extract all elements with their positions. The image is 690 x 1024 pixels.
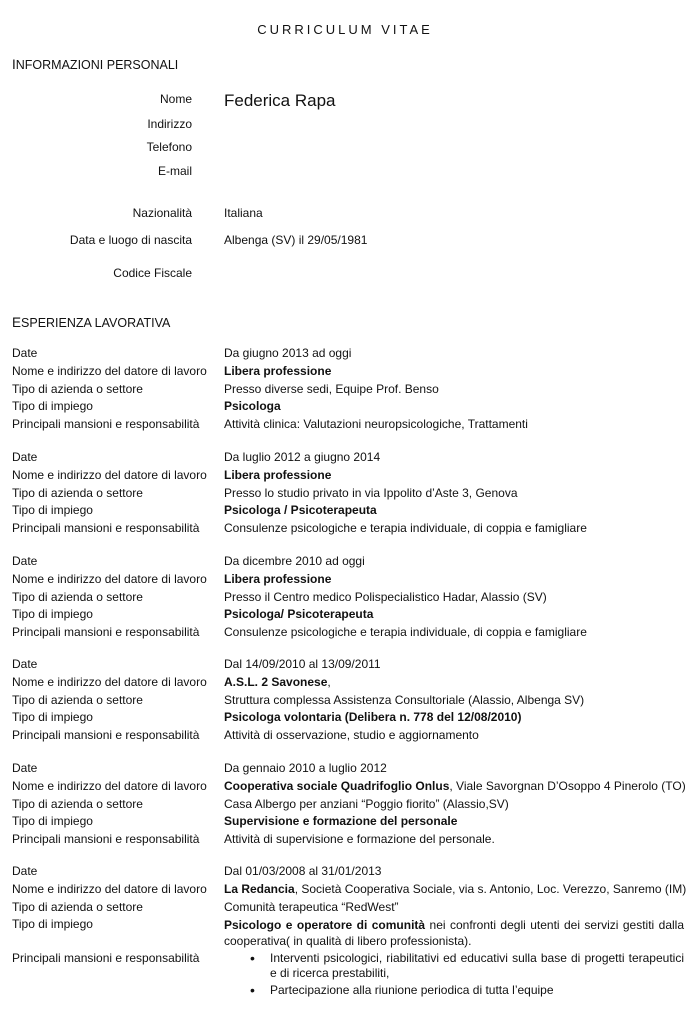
job-entry	[0, 656, 690, 745]
job-sector: Struttura complessa Assistenza Consultoriale (Alassio, Albenga SV)	[224, 692, 585, 707]
job-type: Psicologa / Psicoterapeuta	[224, 503, 377, 518]
label-duties: Principali mansioni e responsabilità	[12, 417, 200, 432]
label-indirizzo: Indirizzo	[147, 117, 192, 131]
label-employer: Nome e indirizzo del datore di lavoro	[12, 571, 207, 586]
list-item: • Interventi psicologici, riabilitativi ed educativi sulla base di progetti terapeutici e di ricerca prestabiliti,	[250, 951, 684, 981]
heading-cap: E	[12, 315, 22, 330]
label-employer: Nome e indirizzo del datore di lavoro	[12, 674, 207, 689]
job-sector: Comunità terapeutica “RedWest”	[224, 899, 399, 914]
job-date: Dal 01/03/2008 al 31/01/2013	[224, 864, 382, 878]
heading-cap: I	[12, 57, 16, 72]
list-item: • Partecipazione alla riunione periodica di tutta l’equipe	[250, 983, 684, 998]
section-heading-personal	[12, 57, 178, 72]
label-type: Tipo di impiego	[12, 503, 93, 518]
job-employer: Cooperativa sociale Quadrifoglio Onlus	[224, 778, 450, 793]
label-sector: Tipo di azienda o settore	[12, 899, 143, 914]
job-date: Da gennaio 2010 a luglio 2012	[224, 761, 387, 775]
job-duties: Consulenze psicologiche e terapia individuale, di coppia e famigliare	[224, 625, 587, 640]
job-employer: A.S.L. 2 Savonese	[224, 674, 328, 689]
value-nascita: Albenga (SV) il 29/05/1981	[224, 233, 368, 247]
label-sector: Tipo di azienda o settore	[12, 796, 143, 811]
label-employer: Nome e indirizzo del datore di lavoro	[12, 778, 207, 793]
job-entry	[0, 345, 690, 434]
value-nome: Federica Rapa	[224, 91, 336, 110]
job-entry	[0, 449, 690, 538]
value-nazionalita: Italiana	[224, 206, 263, 220]
label-employer: Nome e indirizzo del datore di lavoro	[12, 363, 207, 378]
job-duties: Attività clinica: Valutazioni neuropsicologiche, Trattamenti	[224, 417, 528, 432]
job-date: Da luglio 2012 a giugno 2014	[224, 450, 381, 464]
label-duties: Principali mansioni e responsabilità	[12, 728, 200, 743]
label-date: Date	[12, 864, 38, 878]
job-type-description	[224, 917, 684, 949]
job-date: Da dicembre 2010 ad oggi	[224, 554, 365, 568]
label-nazionalita: Nazionalità	[132, 206, 192, 220]
job-duties: Consulenze psicologiche e terapia individuale, di coppia e famigliare	[224, 521, 587, 536]
label-employer: Nome e indirizzo del datore di lavoro	[12, 881, 207, 896]
job-entry	[0, 863, 690, 1013]
label-employer: Nome e indirizzo del datore di lavoro	[12, 467, 207, 482]
label-date: Date	[12, 450, 38, 464]
job-employer: La Redancia	[224, 881, 295, 896]
job-type: Psicologo e operatore di comunità	[224, 918, 426, 933]
label-date: Date	[12, 657, 38, 671]
job-entry	[0, 553, 690, 642]
job-employer: Libera professione	[224, 363, 332, 378]
label-type: Tipo di impiego	[12, 710, 93, 725]
label-type: Tipo di impiego	[12, 814, 93, 829]
label-codice-fiscale: Codice Fiscale	[113, 266, 192, 280]
job-type-rest: nei confronti degli utenti dei servizi gestiti dalla cooperativa( in qualità di libero professionista).	[224, 918, 685, 949]
duties-list	[250, 951, 684, 1000]
label-date: Date	[12, 554, 38, 568]
job-employer-rest: ,	[327, 674, 331, 689]
label-sector: Tipo di azienda o settore	[12, 381, 143, 396]
job-employer-rest: , Società Cooperativa Sociale, via s. Antonio, Loc. Verezzo, Sanremo (IM)	[294, 881, 687, 896]
job-type: Supervisione e formazione del personale	[224, 814, 458, 829]
job-employer: Libera professione	[224, 467, 332, 482]
job-date: Dal 14/09/2010 al 13/09/2011	[224, 657, 381, 671]
job-entry	[0, 760, 690, 849]
label-duties: Principali mansioni e responsabilità	[12, 625, 200, 640]
heading-rest: SPERIENZA LAVORATIVA	[21, 316, 171, 330]
job-employer: Libera professione	[224, 571, 332, 586]
job-type: Psicologa	[224, 399, 281, 414]
section-heading-work	[12, 315, 170, 330]
job-duties: Attività di supervisione e formazione del personale.	[224, 832, 495, 847]
job-type: Psicologa volontaria (Delibera n. 778 del 12/08/2010)	[224, 710, 522, 725]
label-date: Date	[12, 346, 38, 360]
label-type: Tipo di impiego	[12, 399, 93, 414]
job-sector: Presso diverse sedi, Equipe Prof. Benso	[224, 381, 439, 396]
label-duties: Principali mansioni e responsabilità	[12, 832, 200, 847]
label-duties: Principali mansioni e responsabilità	[12, 951, 200, 966]
label-type: Tipo di impiego	[12, 607, 93, 622]
label-date: Date	[12, 761, 38, 775]
page-title: CURRICULUM VITAE	[257, 22, 433, 37]
job-duties: Attività di osservazione, studio e aggiornamento	[224, 728, 479, 743]
label-nascita: Data e luogo di nascita	[69, 233, 192, 247]
label-type: Tipo di impiego	[12, 917, 93, 932]
label-nome: Nome	[159, 92, 192, 106]
job-date: Da giugno 2013 ad oggi	[224, 346, 352, 360]
heading-rest: NFORMAZIONI PERSONALI	[15, 58, 179, 72]
job-sector: Casa Albergo per anziani “Poggio fiorito” (Alassio,SV)	[224, 796, 509, 811]
job-sector: Presso il Centro medico Polispecialistico Hadar, Alassio (SV)	[224, 589, 547, 604]
label-sector: Tipo di azienda o settore	[12, 692, 143, 707]
job-sector: Presso lo studio privato in via Ippolito d’Aste 3, Genova	[224, 485, 518, 500]
job-type: Psicologa/ Psicoterapeuta	[224, 607, 374, 622]
job-employer-rest: , Viale Savorgnan D’Osoppo 4 Pinerolo (TO)	[449, 778, 686, 793]
label-sector: Tipo di azienda o settore	[12, 589, 143, 604]
label-telefono: Telefono	[146, 140, 192, 154]
label-email: E-mail	[157, 164, 192, 178]
label-duties: Principali mansioni e responsabilità	[12, 521, 200, 536]
label-sector: Tipo di azienda o settore	[12, 485, 143, 500]
